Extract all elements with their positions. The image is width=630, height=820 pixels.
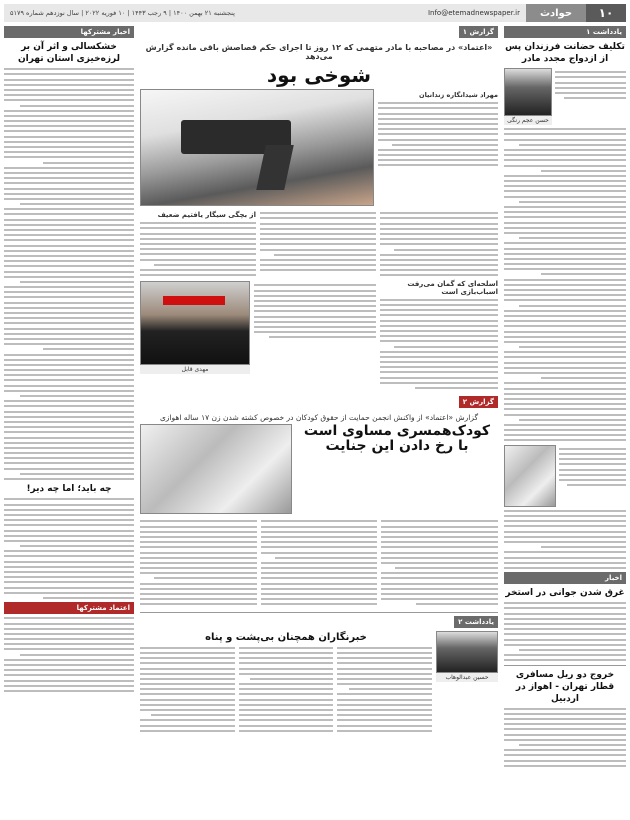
report2-headline-b: با رخ دادن این جنایت xyxy=(325,438,469,455)
author-photo xyxy=(504,68,552,116)
left-column xyxy=(4,26,134,816)
suspect-photo xyxy=(140,281,250,365)
report1-tag: گزارش ۱ xyxy=(459,26,498,38)
section-name: حوادث xyxy=(526,4,586,22)
right-article-title: تکلیف حضانت فرزندان پس از ازدواج مجدد مادر xyxy=(505,42,625,64)
subhead-toy-gun: اسلحه‌ای که گمان می‌رفت اسباب‌بازی است xyxy=(407,279,498,296)
center-column xyxy=(140,26,498,816)
email-address[interactable]: Info@etemadnewspaper.ir xyxy=(427,9,520,17)
report1-byline: مهراد شیدانگاره زندانیان xyxy=(419,91,498,99)
note2-headline: خبرنگاران همچنان بی‌پشت و پناه xyxy=(205,631,367,643)
right-article-body xyxy=(504,128,626,441)
masthead xyxy=(4,4,626,22)
right-column xyxy=(504,26,626,816)
left-article-body xyxy=(4,68,134,480)
left-article-title: خشکسالی و اثر آن بر لرزه‌خیزی استان تهران xyxy=(17,42,121,64)
date-line: پنجشنبه ۲۱ بهمن ۱۴۰۰ | ۹ رجب ۱۴۴۳ | ۱۰ فوریه ۲۰۲۲ | سال نوزدهم شماره ۵۱۷۹ xyxy=(10,9,235,17)
right-news-header: اخبار xyxy=(504,572,626,584)
news-photo xyxy=(504,445,556,507)
report1-headline: شوخی بود xyxy=(266,63,372,87)
subhead-cigarette: از بچگی سیگار یافتیم ضعیف xyxy=(157,211,256,219)
left-subtitle: چه باید؛ اما چه دیر! xyxy=(26,484,112,495)
report2-headline-a: کودک‌همسری مساوی است xyxy=(303,423,491,440)
page-number: ۱۰ xyxy=(586,4,626,22)
gun-photo xyxy=(140,89,374,206)
right-section-header: یادداشت ۱ xyxy=(504,26,626,38)
report2-tag: گزارش ۲ xyxy=(459,396,498,408)
left-section-header-2: اعتماد مشترکها xyxy=(4,602,134,614)
author-caption: حسن عجم رنگی xyxy=(504,116,552,125)
report1-kicker: «اعتماد» در مصاحبه با مادر متهمی که ۱۲ روز تا اجرای حکم قصاصش باقی مانده گزارش می‌دهد xyxy=(145,43,493,61)
news2-title: خروج دو ریل مسافری قطار تهران - اهواز در اردبیل xyxy=(515,669,615,704)
dolls-photo xyxy=(140,424,292,514)
left-section-header: اخبار مشترکها xyxy=(4,26,134,38)
author3-photo xyxy=(436,631,498,673)
report2-kicker: گزارش «اعتماد» از واکنش انجمن حمایت از حقوق کودکان در خصوص کشته شدن زن ۱۷ ساله اهوازی xyxy=(159,413,479,423)
author3-caption: حسین عبدالوهاب xyxy=(436,673,498,682)
news1-title: غرق شدن جوانی در استخر xyxy=(505,588,625,599)
note2-tag: یادداشت ۲ xyxy=(454,616,498,628)
suspect-caption: مهدی قابل xyxy=(140,365,250,374)
